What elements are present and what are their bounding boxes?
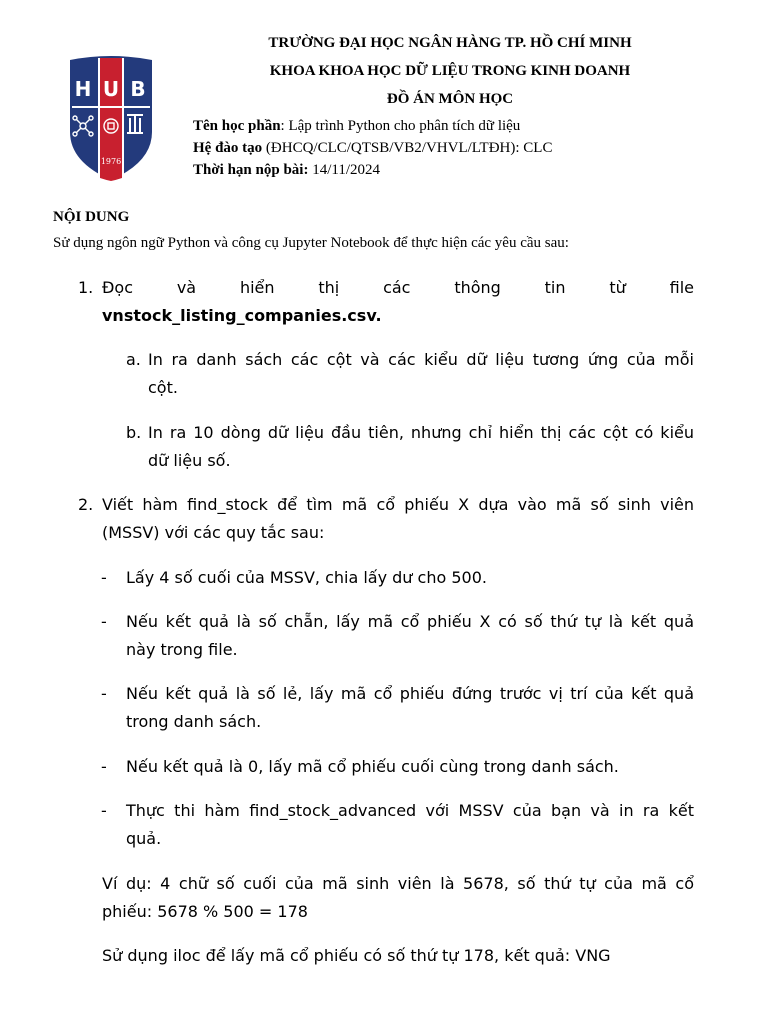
rule3-line2: trong danh sách. [126,712,262,731]
item2-line1: Viết hàm find_stock để tìm mã cổ phiếu X dựa vào mã số sinh viên [102,495,694,514]
logo-letter-h: H [74,77,92,101]
rule4-marker: - [101,757,107,776]
logo-year: 1976 [100,157,122,166]
item1-number: 1. [78,278,94,297]
course-label: Tên học phần [193,118,281,134]
example-result: Sử dụng iloc để lấy mã cổ phiếu có số thứ tự 178, kết quả: VNG [102,946,611,965]
sub-b-marker: b. [126,423,142,442]
item1-filename: vnstock_listing_companies.csv. [102,306,382,325]
faculty-name: KHOA KHOA HỌC DỮ LIỆU TRONG KINH DOANH [269,63,631,79]
sub-a-line2: cột. [148,378,178,397]
course-info [193,118,520,135]
hub-shield-emblem [66,54,156,184]
example-line1: Ví dụ: 4 chữ số cuối của mã sinh viên là 5678, số thứ tự của mã cổ [102,874,694,893]
rule3-marker: - [101,684,107,703]
rule5-marker: - [101,801,107,820]
program-info [193,140,552,157]
rule5-line1: Thực thi hàm find_stock_advanced với MSSV của bạn và in ra kết [126,801,694,820]
item1-text: Đọc và hiển thị các thông tin từ file [102,278,694,297]
rule4-text: Nếu kết quả là 0, lấy mã cổ phiếu cuối cùng trong danh sách. [126,757,619,776]
program-value: (ĐHCQ/CLC/QTSB/VB2/VHVL/LTĐH): CLC [262,140,553,156]
item2-number: 2. [78,495,94,514]
rule5-line2: quả. [126,829,162,848]
course-value: : Lập trình Python cho phân tích dữ liệu [280,118,521,134]
intro-text: Sử dụng ngôn ngữ Python và công cụ Jupyter Notebook để thực hiện các yêu cầu sau: [53,235,569,251]
sub-b-line1: In ra 10 dòng dữ liệu đầu tiên, nhưng chỉ hiển thị các cột có kiểu [148,423,694,442]
deadline-label: Thời hạn nộp bài: [193,162,309,178]
rule3-line1: Nếu kết quả là số lẻ, lấy mã cổ phiếu đứng trước vị trí của kết quả [126,684,694,703]
rule1-text: Lấy 4 số cuối của MSSV, chia lấy dư cho 500. [126,568,487,587]
section-title: NỘI DUNG [53,209,130,225]
item2-line2: (MSSV) với các quy tắc sau: [102,523,325,542]
deadline-info [193,162,380,179]
sub-a-marker: a. [126,350,141,369]
rule2-line2: này trong file. [126,640,238,659]
program-label: Hệ đào tạo [193,140,263,156]
university-logo [66,54,156,184]
example-line2: phiếu: 5678 % 500 = 178 [102,902,308,921]
rule2-line1: Nếu kết quả là số chẵn, lấy mã cổ phiếu X có số thứ tự là kết quả [126,612,694,631]
university-name: TRƯỜNG ĐẠI HỌC NGÂN HÀNG TP. HỒ CHÍ MINH [268,35,632,51]
logo-letter-b: B [130,77,146,101]
rule2-marker: - [101,612,107,631]
document-type: ĐỒ ÁN MÔN HỌC [386,91,514,107]
logo-letter-u: U [102,77,120,101]
sub-b-line2: dữ liệu số. [148,451,231,470]
sub-a-line1: In ra danh sách các cột và các kiểu dữ liệu tương ứng của mỗi [148,350,694,369]
deadline-value: 14/11/2024 [308,162,380,178]
rule1-marker: - [101,568,107,587]
